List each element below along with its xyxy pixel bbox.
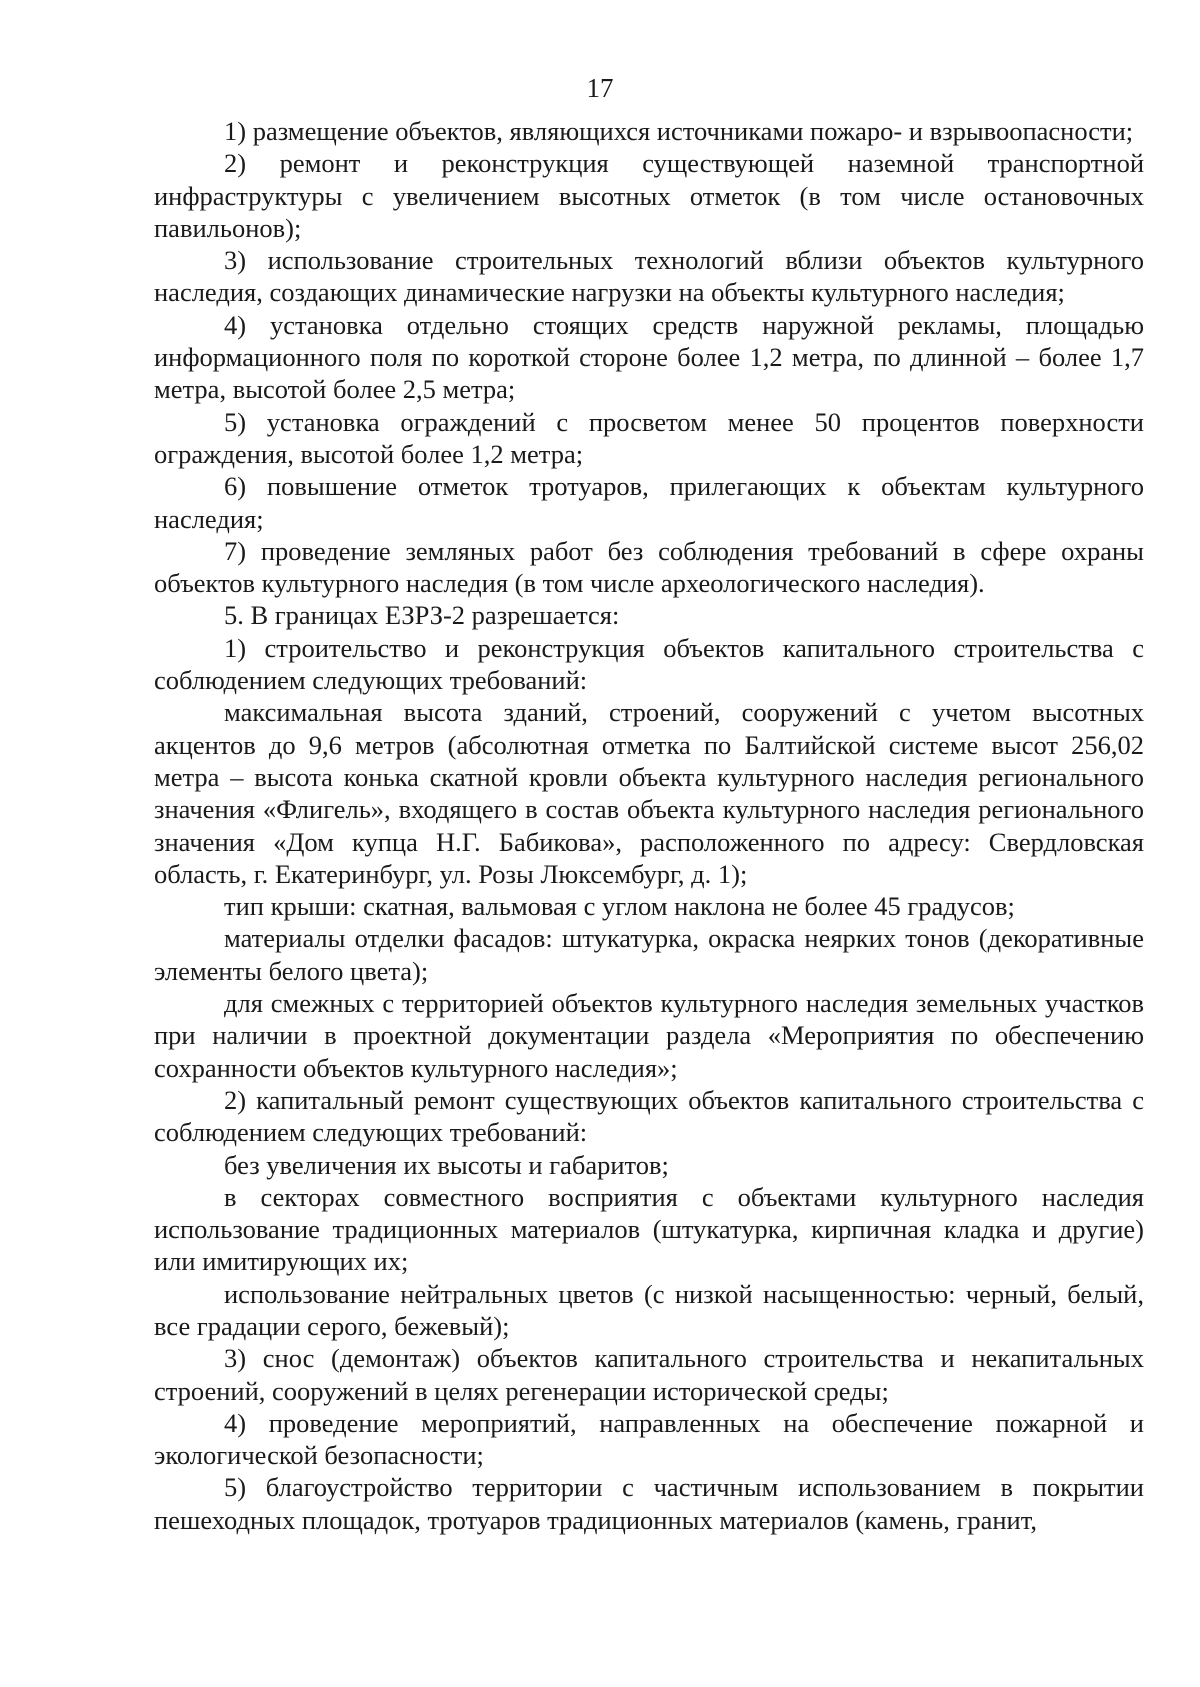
requirement-traditional-materials: в секторах совместного восприятия с объектами культурного наследия использование традиционных материалов (штукатурка, кирпичная кладка и другие) или имитирующих их;	[154, 1181, 1144, 1277]
requirement-max-height: максимальная высота зданий, строений, сооружений с учетом высотных акцентов до 9,6 метров (абсолютная отметка по Балтийской системе высот 256,02 метра – высота конька скатной кровли объекта культурного наследия регионального значения «Флигель», входящего в состав объекта культурного наследия регионального значения «Дом купца Н.Г. Бабикова», расположенного по адресу: Свердловская область, г. Екатеринбург, ул. Розы Люксембург, д. 1);	[154, 697, 1144, 889]
permission-item-5: 5) благоустройство территории с частичным использованием в покрытии пешеходных площадок, тротуаров традиционных материалов (камень, гранит,	[154, 1472, 1144, 1535]
permission-item-2: 2) капитальный ремонт существующих объектов капитального строительства с соблюдением следующих требований:	[154, 1084, 1144, 1148]
requirement-adjacent-plots: для смежных с территорией объектов культурного наследия земельных участков при наличии в проектной документации раздела «Мероприятия по обеспечению сохранности объектов культурного наследия»;	[154, 988, 1144, 1083]
page-number: 17	[586, 73, 614, 103]
prohibition-item-5: 5) установка ограждений с просветом менее 50 процентов поверхности ограждения, высотой более 1,2 метра;	[154, 406, 1144, 469]
requirement-neutral-colors: использование нейтральных цветов (с низкой насыщенностью: черный, белый, все градации серого, бежевый);	[154, 1278, 1144, 1341]
permission-item-1: 1) строительство и реконструкция объектов капитального строительства с соблюдением следующих требований:	[154, 632, 1144, 696]
prohibition-item-4: 4) установка отдельно стоящих средств наружной рекламы, площадью информационного поля по короткой стороне более 1,2 метра, по длинной – более 1,7 метра, высотой более 2,5 метра;	[154, 309, 1144, 405]
prohibition-item-2: 2) ремонт и реконструкция существующей наземной транспортной инфраструктуры с увеличением высотных отметок (в том числе остановочных павильонов);	[154, 148, 1144, 243]
prohibition-item-6: 6) повышение отметок тротуаров, прилегающих к объектам культурного наследия;	[154, 471, 1144, 534]
prohibition-item-1: 1) размещение объектов, являющихся источниками пожаро- и взрывоопасности;	[224, 116, 1134, 146]
prohibition-item-3: 3) использование строительных технологий вблизи объектов культурного наследия, создающих динамические нагрузки на объекты культурного наследия;	[154, 245, 1144, 308]
permission-item-4: 4) проведение мероприятий, направленных на обеспечение пожарной и экологической безопасности;	[154, 1407, 1144, 1471]
requirement-roof-type: тип крыши: скатная, вальмовая с углом наклона не более 45 градусов;	[224, 891, 1015, 922]
requirement-no-increase: без увеличения их высоты и габаритов;	[224, 1149, 669, 1180]
section-heading: 5. В границах ЕЗРЗ-2 разрешается:	[224, 600, 620, 631]
prohibition-item-7: 7) проведение земляных работ без соблюдения требований в сфере охраны объектов культурного наследия (в том числе археологического наследия).	[154, 535, 1144, 599]
requirement-facade-materials: материалы отделки фасадов: штукатурка, окраска неярких тонов (декоративные элементы белого цвета);	[154, 923, 1144, 986]
permission-item-3: 3) снос (демонтаж) объектов капитального строительства и некапитальных строений, сооружений в целях регенерации исторической среды;	[154, 1343, 1144, 1406]
document-body	[154, 115, 1144, 1536]
